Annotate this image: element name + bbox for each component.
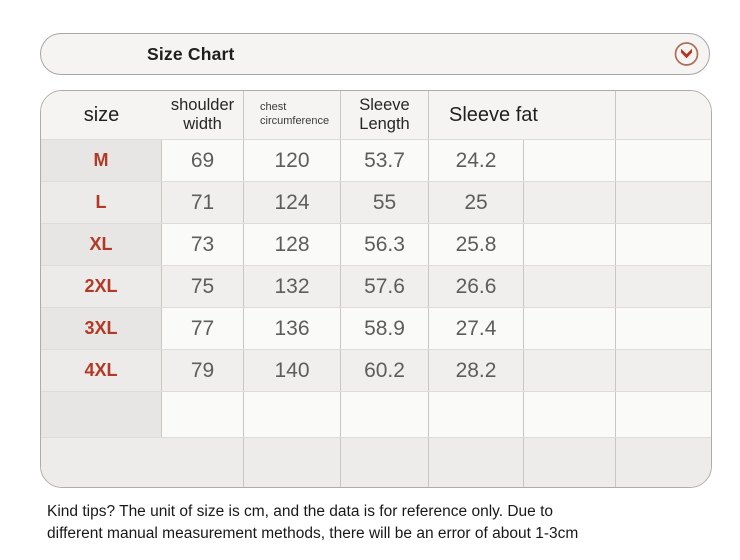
sleeve-length-cell: 58.9 [341,308,429,349]
sleeve-fat-cell: 24.2 [429,140,524,181]
size-table [40,90,712,488]
chest-cell: 120 [244,140,341,181]
table-row [41,266,711,308]
col-header-empty [616,91,711,139]
empty-cell [429,392,524,437]
col-header-shoulder-width: shoulder width [162,91,244,139]
disclaimer-line-2: different manual measurement methods, there will be an error of about 1-3cm [47,525,579,542]
table-row [41,182,711,224]
table-header-row [41,91,711,140]
empty-cell [341,438,429,488]
chest-cell: 128 [244,224,341,265]
empty-cell [616,308,711,349]
shoulder-width-cell: 79 [162,350,244,391]
chevron-down-icon[interactable] [674,42,699,67]
col-header-chest-circumference: chest circumference [244,91,341,139]
empty-cell [524,350,616,391]
empty-cell [616,224,711,265]
empty-cell [524,182,616,223]
empty-cell [341,392,429,437]
empty-cell [524,140,616,181]
chest-cell: 140 [244,350,341,391]
empty-cell [429,438,524,488]
size-chart-title: Size Chart [147,43,235,64]
table-row [41,224,711,266]
table-row [41,350,711,392]
table-empty-row [41,392,711,438]
empty-cell [616,182,711,223]
empty-cell [616,438,711,488]
empty-cell [524,308,616,349]
col-header-size: size [83,103,120,126]
sleeve-length-cell: 57.6 [341,266,429,307]
shoulder-width-cell: 77 [162,308,244,349]
disclaimer-note [47,501,717,545]
empty-cell [162,392,244,437]
sleeve-length-cell: 53.7 [341,140,429,181]
sleeve-fat-cell: 25 [429,182,524,223]
chest-cell: 132 [244,266,341,307]
size-chart-header[interactable] [40,33,710,75]
shoulder-width-cell: 71 [162,182,244,223]
table-row [41,308,711,350]
table-footer-row [41,438,711,488]
empty-cell [524,224,616,265]
empty-cell [616,140,711,181]
empty-cell [244,438,341,488]
empty-cell [616,350,711,391]
empty-cell [244,392,341,437]
shoulder-width-cell: 75 [162,266,244,307]
sleeve-fat-cell: 26.6 [429,266,524,307]
size-cell: 4XL [41,350,162,391]
col-header-sleeve-fat: Sleeve fat [429,91,616,139]
sleeve-length-cell: 56.3 [341,224,429,265]
disclaimer-line-1: Kind tips? The unit of size is cm, and the data is for reference only. Due to [47,503,554,520]
shoulder-width-cell: 73 [162,224,244,265]
empty-cell [524,392,616,437]
empty-cell [524,438,616,488]
size-cell: XL [41,224,162,265]
sleeve-fat-cell: 27.4 [429,308,524,349]
sleeve-length-cell: 55 [341,182,429,223]
empty-cell [616,392,711,437]
sleeve-length-cell: 60.2 [341,350,429,391]
col-header-sleeve-length: Sleeve Length [341,91,429,139]
chest-cell: 124 [244,182,341,223]
size-cell: L [41,182,162,223]
size-cell: 2XL [41,266,162,307]
sleeve-fat-cell: 28.2 [429,350,524,391]
empty-cell [41,392,162,437]
sleeve-fat-cell: 25.8 [429,224,524,265]
shoulder-width-cell: 69 [162,140,244,181]
size-cell: 3XL [41,308,162,349]
empty-cell [616,266,711,307]
table-row [41,140,711,182]
size-cell: M [41,140,162,181]
empty-cell [524,266,616,307]
empty-cell [41,438,244,488]
chest-cell: 136 [244,308,341,349]
